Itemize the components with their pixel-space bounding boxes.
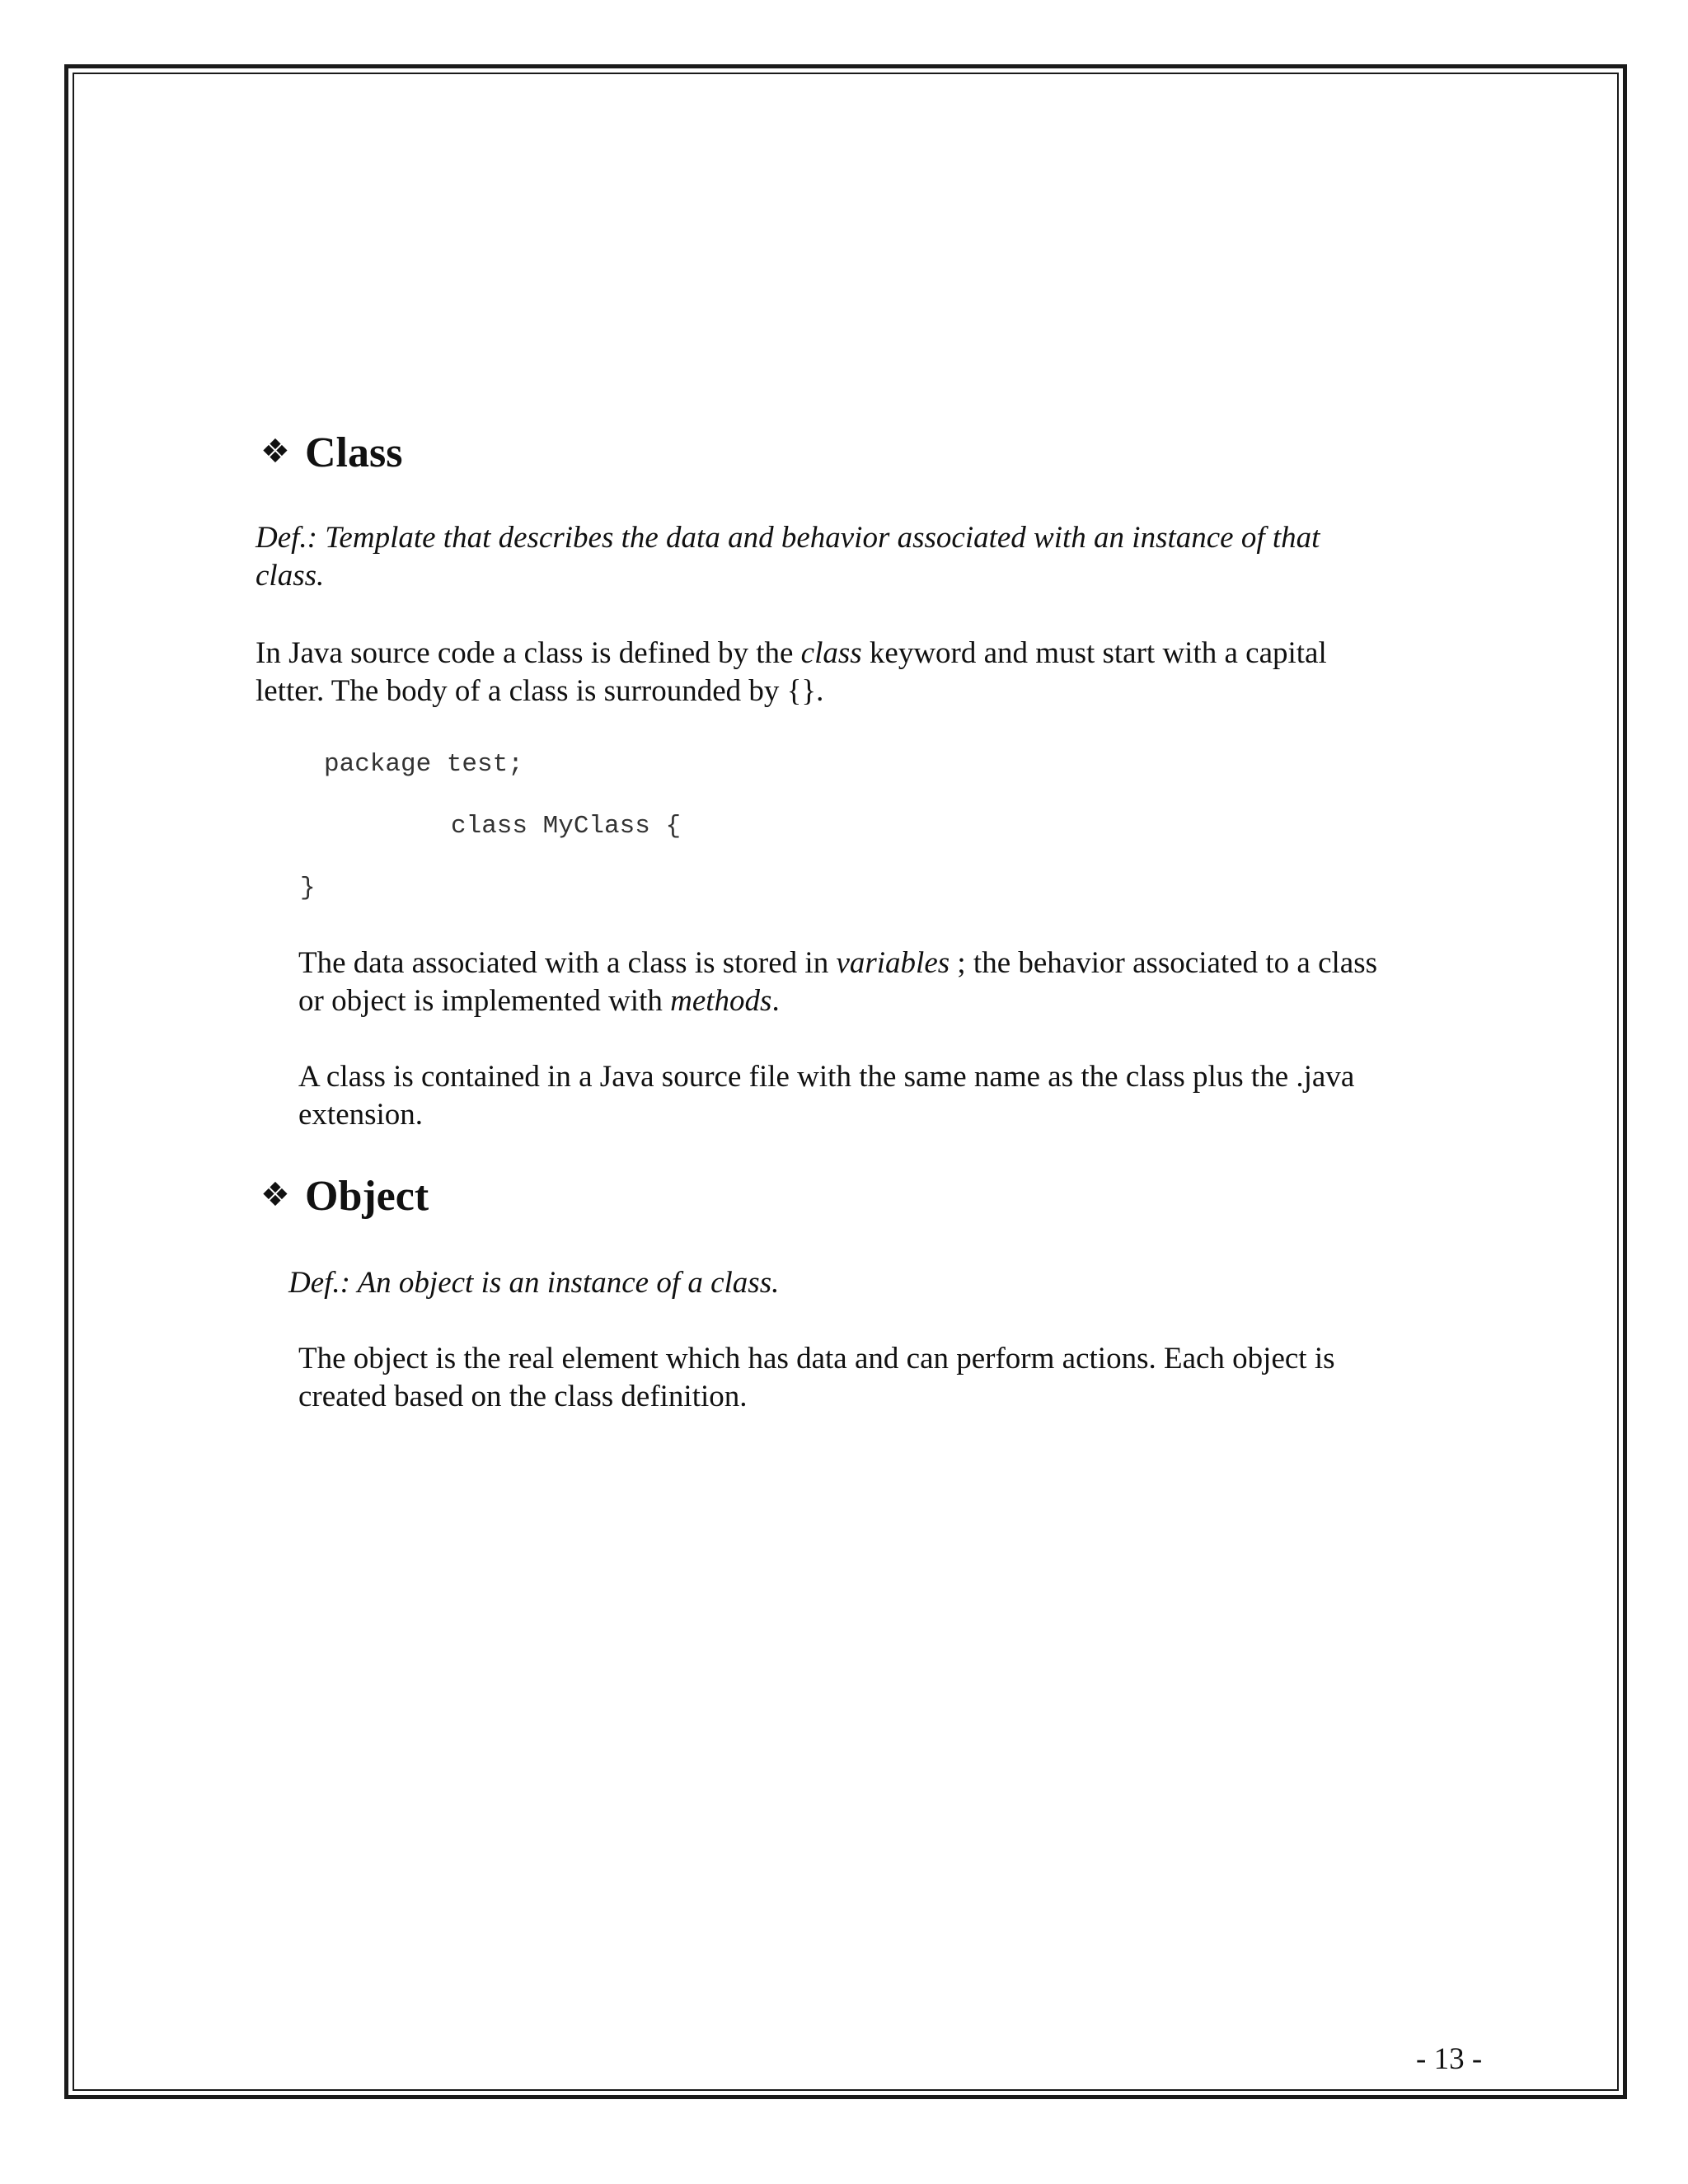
class-paragraph1-line1: [256, 635, 1327, 673]
class-bullet-icon: ❖: [260, 433, 290, 471]
class-paragraph2-line1: [298, 944, 1377, 982]
code-line-closing-brace: }: [300, 874, 316, 902]
code-line-package: package test;: [324, 750, 523, 779]
class-definition-line1: Def.: Template that describes the data and behavior associated with an instance of that: [256, 521, 1320, 555]
text-run: keyword and must start with a capital: [861, 636, 1327, 670]
object-bullet-icon: ❖: [260, 1176, 290, 1214]
object-definition: Def.: An object is an instance of a class.: [288, 1266, 780, 1300]
class-paragraph3-line2: extension.: [298, 1098, 424, 1132]
code-line-class-declaration: class MyClass {: [451, 812, 682, 841]
object-paragraph1-line1: The object is the real element which has data and can perform actions. Each object is: [298, 1342, 1335, 1376]
class-paragraph1-line2: letter. The body of a class is surrounded by {}.: [256, 674, 824, 708]
text-run: In Java source code a class is defined by the: [256, 636, 801, 670]
class-heading: Class: [305, 429, 403, 476]
methods-emphasis: methods: [670, 984, 772, 1018]
text-run: .: [771, 984, 780, 1018]
object-paragraph1-line2: created based on the class definition.: [298, 1380, 748, 1413]
variables-emphasis: variables: [836, 946, 950, 980]
class-paragraph3-line1: A class is contained in a Java source file with the same name as the class plus the .java: [298, 1060, 1355, 1094]
text-run: The data associated with a class is stored in: [298, 946, 837, 980]
class-definition-line2: class.: [256, 559, 325, 593]
text-run: or object is implemented with: [298, 984, 671, 1018]
class-paragraph2-line2: [298, 982, 780, 1020]
object-heading: Object: [305, 1173, 429, 1220]
page-number: - 13 -: [1416, 2042, 1483, 2076]
text-run: ; the behavior associated to a class: [950, 946, 1378, 980]
class-keyword-emphasis: class: [800, 636, 862, 670]
